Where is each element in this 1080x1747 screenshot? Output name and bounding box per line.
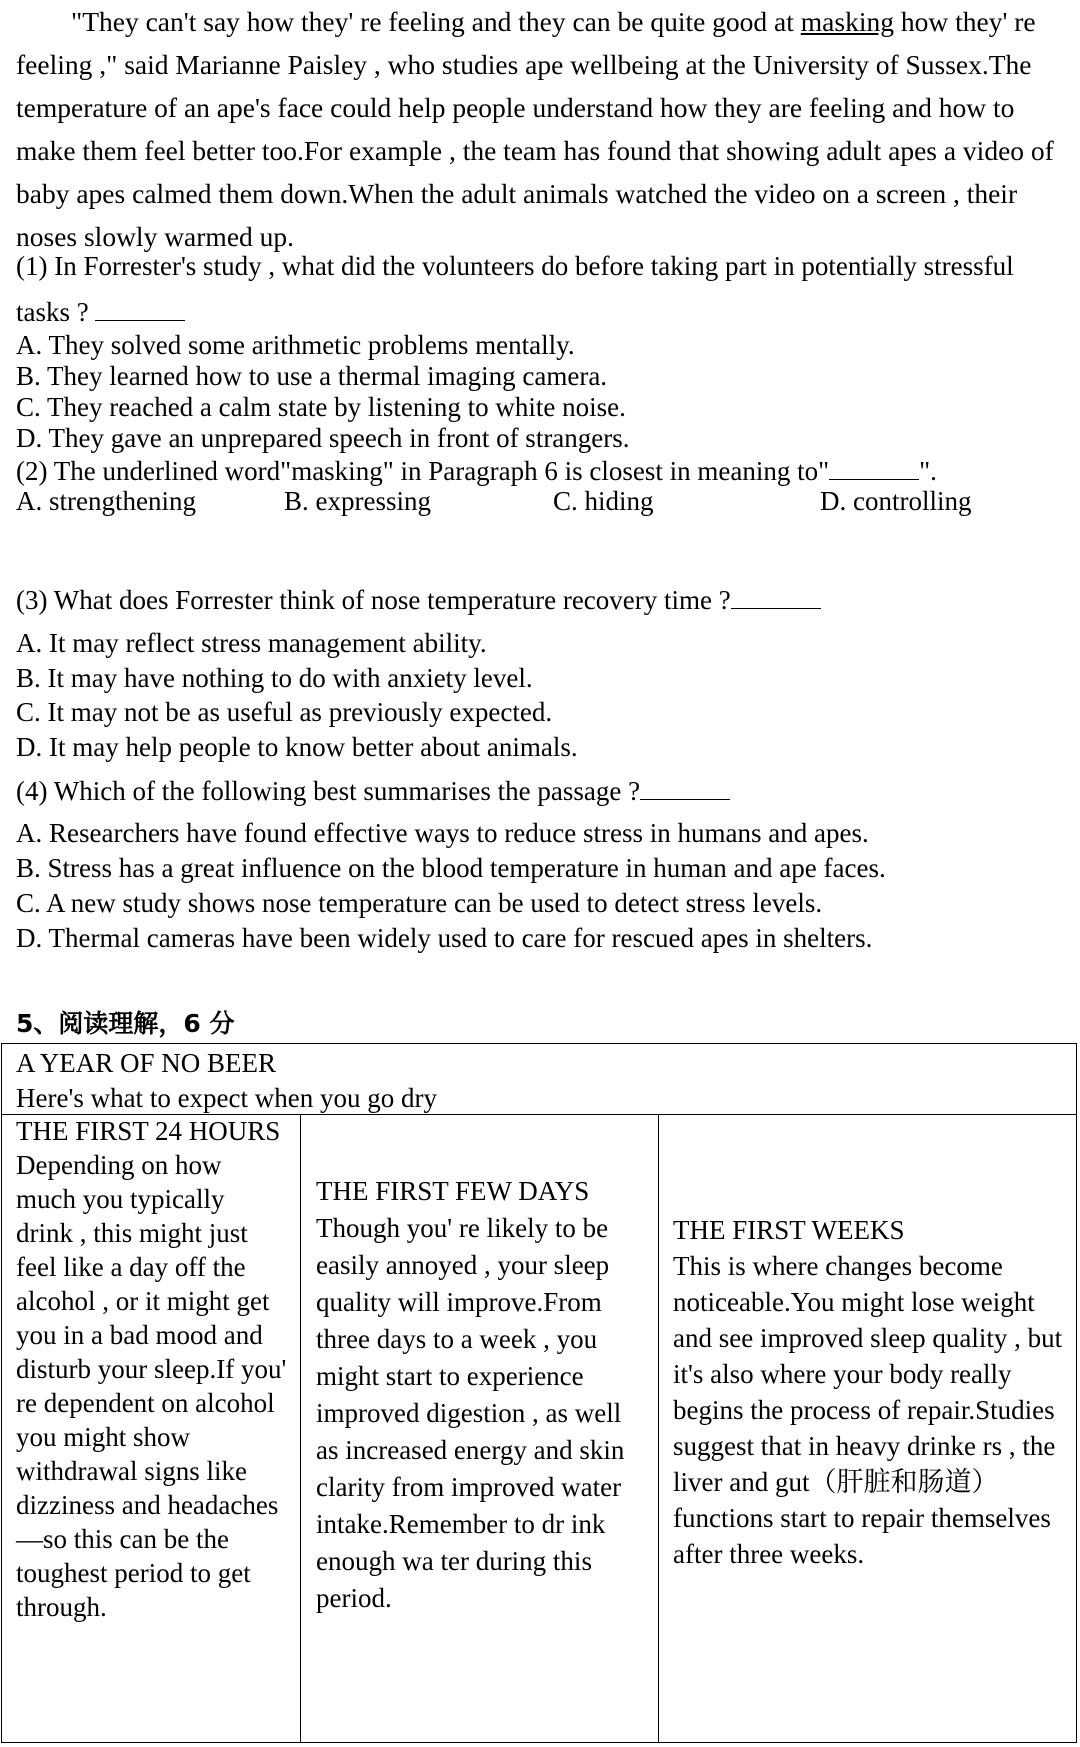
section-heading: 5、阅读理解，6 分 — [16, 1009, 235, 1038]
column-3-body: This is where changes become noticeable.You might lose weight and see improved sleep quality , but it's also where your body really begins the process of repair.Studies suggest that in heavy drinke rs , the liver and gut（肝脏和肠道） functions start to repair themselves after three weeks. — [673, 1251, 1063, 1569]
q1-option-a[interactable]: A. They solved some arithmetic problems mentally. — [16, 330, 575, 360]
table-subtitle: Here's what to expect when you go dry — [16, 1083, 437, 1113]
column-2-body: Though you' re likely to be easily annoyed , your sleep quality will improve.From three days to a week , you might start to experience improved digestion , as well as increased energy and skin clarity from improved water intake.Remember to dr ink enough wa ter during this period. — [316, 1213, 625, 1613]
column-1-body: Depending on how much you typically drink , this might just feel like a day off the alcohol , or it might get you in a bad mood and disturb your sleep.If you' re dependent on alcohol you might show withdrawal signs like dizziness and headaches—so this can be the toughest period to get through. — [16, 1150, 287, 1622]
passage-text-rest: how they' re feeling ," said Marianne Paisley , who studies ape wellbeing at the University of Sussex.The temperature of an ape's face could help people understand how they are feeling and how to make them feel better too.For example , the team has found that showing adult apes a video of baby apes calmed them down.When the adult animals watched the video on a screen , their noses slowly warmed up. — [16, 6, 1054, 252]
question-3-stem — [16, 584, 821, 616]
answer-blank-3[interactable] — [731, 584, 821, 609]
question-1-text: (1) In Forrester's study , what did the volunteers do before taking part in potentially stressful tasks ? — [16, 251, 1014, 327]
q4-option-b[interactable]: B. Stress has a great influence on the blood temperature in human and ape faces. — [16, 853, 886, 883]
passage-paragraph — [16, 0, 1066, 258]
answer-blank-4[interactable] — [640, 775, 730, 800]
q2-option-a[interactable]: A. strengthening — [16, 486, 196, 516]
column-first-few-days — [316, 1173, 646, 1617]
question-2-stem — [16, 455, 937, 487]
column-divider-2 — [658, 1114, 659, 1743]
q1-option-b[interactable]: B. They learned how to use a thermal imaging camera. — [16, 361, 608, 391]
question-4-stem — [16, 775, 730, 807]
column-2-heading: THE FIRST FEW DAYS — [316, 1176, 590, 1206]
underlined-word: masking — [800, 6, 894, 37]
table-header — [16, 1046, 437, 1116]
q3-option-c[interactable]: C. It may not be as useful as previously expected. — [16, 697, 553, 727]
column-first-weeks — [673, 1212, 1068, 1572]
question-1-stem — [16, 243, 1066, 335]
answer-blank-2[interactable] — [829, 455, 919, 480]
question-2-end: ". — [919, 456, 937, 486]
column-3-heading: THE FIRST WEEKS — [673, 1215, 905, 1245]
q2-option-c[interactable]: C. hiding — [553, 486, 654, 516]
q3-option-d[interactable]: D. It may help people to know better about animals. — [16, 732, 578, 762]
q4-option-c[interactable]: C. A new study shows nose temperature can be used to detect stress levels. — [16, 888, 823, 918]
column-first-24-hours — [16, 1114, 288, 1624]
q1-option-d[interactable]: D. They gave an unprepared speech in front of strangers. — [16, 423, 630, 453]
question-4-text: (4) Which of the following best summarises the passage ? — [16, 776, 641, 806]
question-2-text: (2) The underlined word"masking" in Paragraph 6 is closest in meaning to" — [16, 456, 830, 486]
question-3-text: (3) What does Forrester think of nose temperature recovery time ? — [16, 585, 731, 615]
column-1-heading: THE FIRST 24 HOURS — [16, 1116, 281, 1146]
q3-option-b[interactable]: B. It may have nothing to do with anxiety level. — [16, 663, 533, 693]
passage-text-start: "They can't say how they' re feeling and they can be quite good at — [71, 6, 801, 37]
q1-option-c[interactable]: C. They reached a calm state by listening to white noise. — [16, 392, 626, 422]
q4-option-d[interactable]: D. Thermal cameras have been widely used to care for rescued apes in shelters. — [16, 923, 873, 953]
q2-option-d[interactable]: D. controlling — [820, 486, 972, 516]
q2-option-b[interactable]: B. expressing — [284, 486, 431, 516]
answer-blank-1[interactable] — [95, 296, 185, 321]
q4-option-a[interactable]: A. Researchers have found effective ways to reduce stress in humans and apes. — [16, 818, 869, 848]
q3-option-a[interactable]: A. It may reflect stress management ability. — [16, 628, 487, 658]
column-divider-1 — [300, 1114, 301, 1743]
table-title: A YEAR OF NO BEER — [16, 1048, 277, 1078]
